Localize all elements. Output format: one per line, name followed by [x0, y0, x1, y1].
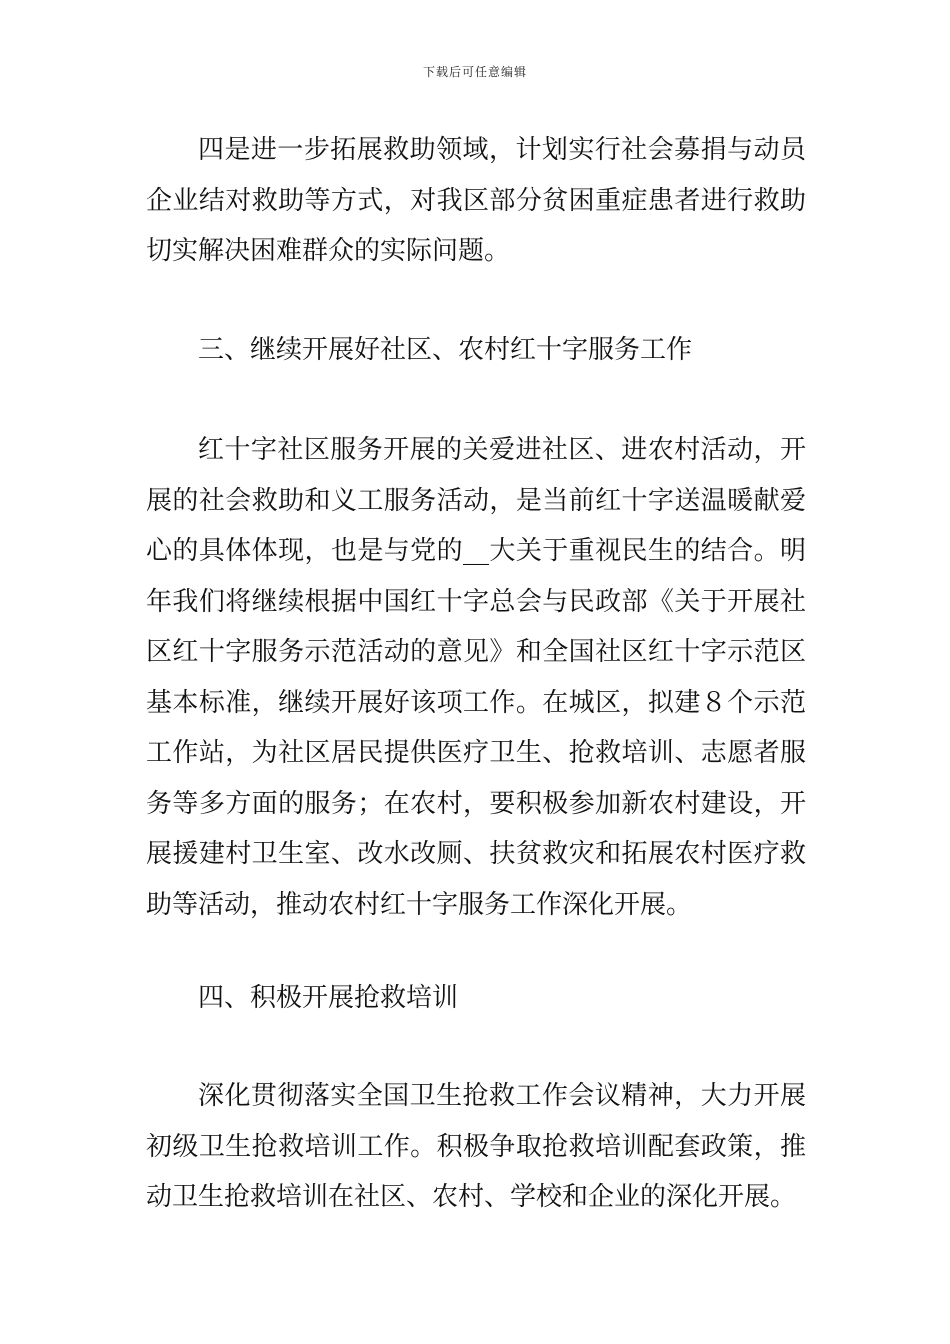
section-heading-community-service: 三、继续开展好社区、农村红十字服务工作	[198, 335, 693, 365]
paragraph-expand-aid: 四是进一步拓展救助领域，计划实行社会募捐与动员企业结对救助等方式，对我区部分贫困重症患者进行救助切实解决困难群众的实际问题。	[146, 135, 806, 266]
paragraph-community-service: 红十字社区服务开展的关爱进社区、进农村活动，开展的社会救助和义工服务活动，是当前红十字送温暖献爱心的具体体现，也是与党的__大关于重视民生的结合。明年我们将继续根据中国红十字总会与民政部《关于开展社区红十字服务示范活动的意见》和全国社区红十字示范区基本标准，继续开展好该项工作。在城区，拟建８个示范工作站，为社区居民提供医疗卫生、抢救培训、志愿者服务等多方面的服务；在农村，要积极参加新农村建设，开展援建村卫生室、改水改厕、扶贫救灾和拓展农村医疗救助等活动，推动农村红十字服务工作深化开展。	[146, 435, 806, 920]
page-header-note: 下载后可任意编辑	[422, 65, 527, 79]
section-heading-first-aid-training: 四、积极开展抢救培训	[198, 983, 459, 1013]
paragraph-first-aid-training: 深化贯彻落实全国卫生抢救工作会议精神，大力开展初级卫生抢救培训工作。积极争取抢救培训配套政策，推动卫生抢救培训在社区、农村、学校和企业的深化开展。	[146, 1081, 806, 1212]
